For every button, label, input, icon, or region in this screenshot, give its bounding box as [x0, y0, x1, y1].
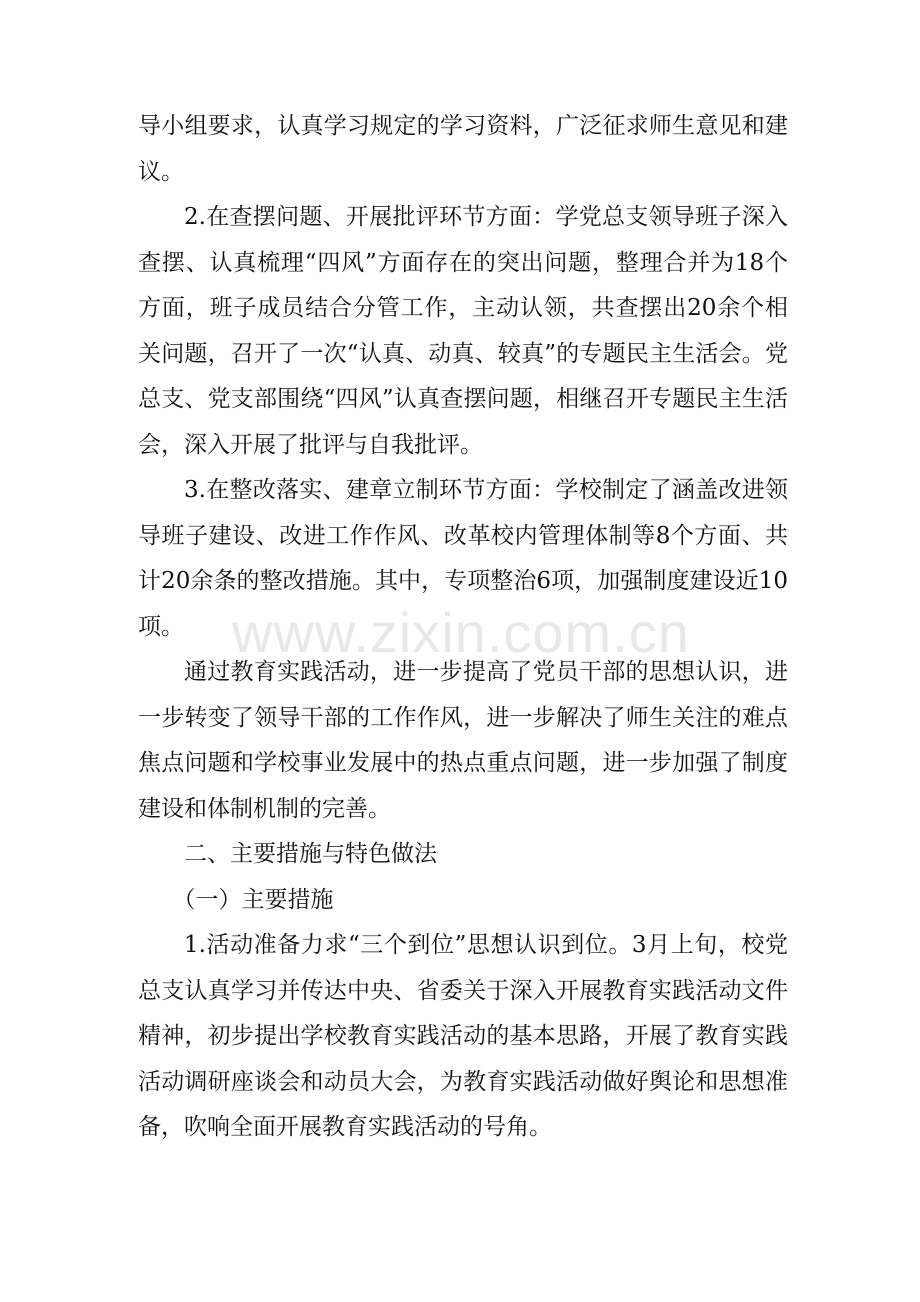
paragraph-preparation: 1.活动准备力求“三个到位”思想认识到位。3月上旬，校党总支认真学习并传达中央、省委关于深入开展教育实践活动文件精神，初步提出学校教育实践活动的基本思路，开展了教育实践活动调研座谈会和动员大会，为教育实践活动做好舆论和思想准备，吹响全面开展教育实践活动的号角。	[138, 932, 788, 1140]
paragraph-review-problems: 2.在查摆问题、开展批评环节方面：学党总支领导班子深入查摆、认真梳理“四风”方面存在的突出问题，整理合并为18个方面，班子成员结合分管工作，主动认领，共查摆出20余个相关问题，召开了一次“认真、动真、较真”的专题民主生活会。党总支、党支部围绕“四风”认真查摆问题，相继召开专题民主生活会，深入开展了批评与自我批评。	[138, 204, 788, 458]
document-body	[138, 104, 788, 1151]
watermark: www.zixin.com.cn	[232, 601, 690, 664]
paragraph-outcomes: 通过教育实践活动，进一步提高了党员干部的思想认识，进一步转变了领导干部的工作作风，进一步解决了师生关注的难点焦点问题和学校事业发展中的热点重点问题，进一步加强了制度建设和体制机制的完善。	[138, 659, 788, 822]
subsection-heading: （一）主要措施	[172, 886, 334, 913]
section-heading: 二、主要措施与特色做法	[184, 841, 437, 867]
paragraph-continuation: 导小组要求，认真学习规定的学习资料，广泛征求师生意见和建议。	[138, 113, 788, 185]
paragraph-rectification: 3.在整改落实、建章立制环节方面：学校制定了涵盖改进领导班子建设、改进工作作风、改革校内管理体制等8个方面、共计20余条的整改措施。其中，专项整治6项，加强制度建设近10项。	[138, 477, 788, 640]
